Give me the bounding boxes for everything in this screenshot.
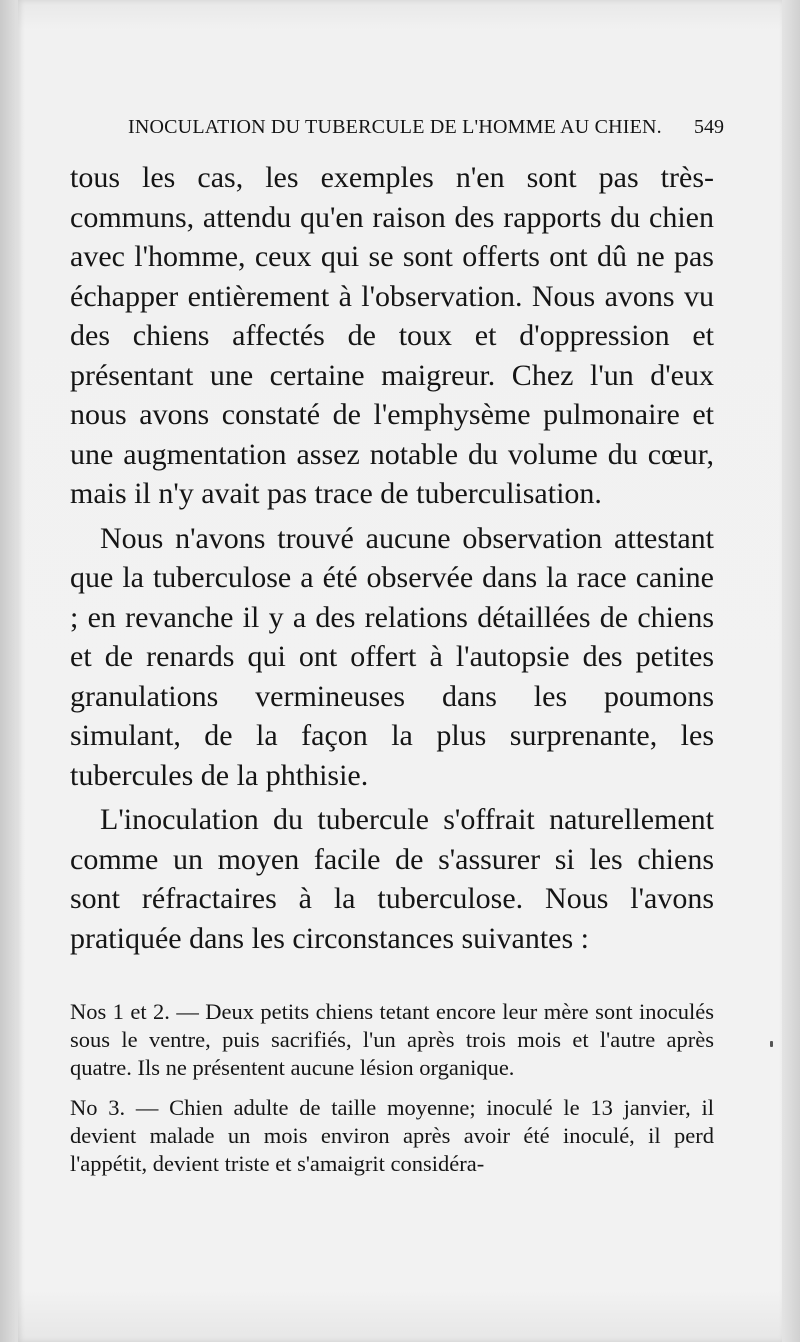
scan-artifact [770,1041,773,1047]
page-number: 549 [694,116,724,138]
paragraph-2: Nous n'avons trouvé aucune observation attestant que la tuberculose a été observée dans la race canine ; en revanche il y a des relations détaillées de chiens et de renards qui ont offert à l'autopsie des petites granulations vermineuses dans les poumons simulant, de la façon la plus surprenante, les tubercules de la phthisie. [70,521,714,792]
case-notes [70,998,714,1178]
running-title: INOCULATION DU TUBERCULE DE L'HOMME AU CHIEN. [128,116,662,138]
case-note-label: Nos 1 et 2. [70,999,170,1024]
page-header [128,116,724,148]
paragraph-1: tous les cas, les exemples n'en sont pas très-communs, attendu qu'en raison des rapports du chien avec l'homme, ceux qui se sont offerts ont dû ne pas échapper entièrement à l'observation. Nous avons vu des chiens affectés de toux et d'oppression et présentant une certaine maigreur. Chez l'un d'eux nous avons constaté de l'emphysème pulmonaire et une augmentation assez notable du volume du cœur, mais il n'y avait pas trace de tuberculisation. [70,161,714,510]
case-note-text: — Deux petits chiens tetant encore leur mère sont inoculés sous le ventre, puis sacrifiés, l'un après trois mois et l'autre après quatre. Ils ne présentent aucune lésion organique. [70,999,715,1080]
book-page [18,0,782,1342]
case-note-3 [70,1094,714,1178]
case-note-text: — Chien adulte de taille moyenne; inoculé le 13 janvier, il devient malade un mois environ après avoir été inoculé, il perd l'appétit, devient triste et s'amaigrit considéra- [70,1095,714,1176]
case-note-label: No 3. [70,1095,126,1120]
body-text [70,158,714,1190]
paragraph-3: L'inoculation du tubercule s'offrait naturellement comme un moyen facile de s'assurer si les chiens sont réfractaires à la tuberculose. Nous l'avons pratiquée dans les circonstances suivantes : [70,803,714,955]
case-note-1-2 [70,998,714,1082]
